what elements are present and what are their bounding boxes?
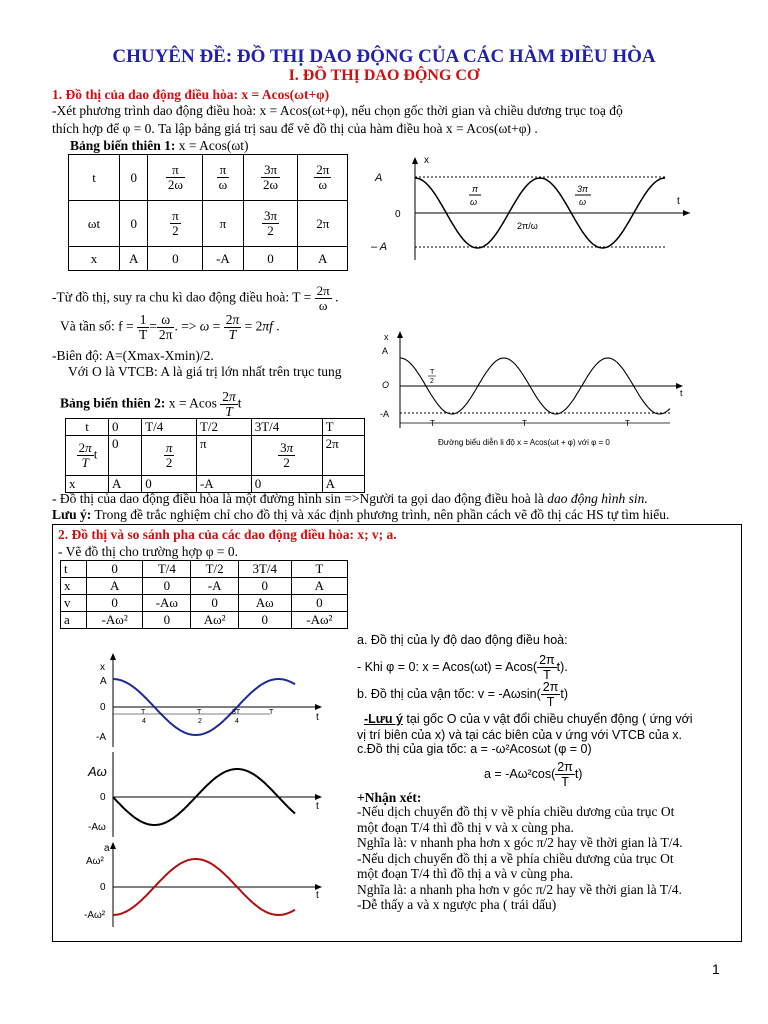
c-equation-2: a = -Aω²cos( $\frac{2\pi}{T}$ t)	[484, 760, 583, 789]
svg-text:3T: 3T	[232, 709, 241, 716]
remark-line: -Dễ thấy a và x ngược pha ( trái dấu)	[357, 897, 557, 912]
svg-text:A: A	[382, 346, 389, 356]
table-row	[61, 612, 348, 629]
table-cell: 3T/4	[238, 561, 291, 578]
svg-text:2π/ω: 2π/ω	[517, 221, 538, 231]
table-cell: 0	[238, 612, 291, 629]
svg-text:2: 2	[430, 378, 434, 385]
table-cell: 0	[191, 595, 238, 612]
svg-text:t: t	[316, 712, 319, 723]
table-cell: 0	[238, 578, 291, 595]
remark-line: một đoạn T/4 thì đồ thị v và x cùng pha.	[357, 819, 574, 835]
c-equation: c.Đồ thị của gia tốc: a = -ω²Acosωt (φ = 0)	[357, 742, 592, 756]
table-cell: -Aω²	[87, 612, 143, 629]
b-equation: b. Đồ thị của vận tốc: v = -Aωsin( $\frac{2\pi}{T}$ t)	[357, 680, 569, 709]
table-row	[61, 578, 348, 595]
svg-text:0: 0	[100, 702, 106, 713]
variation-table-1: t 0 $\frac{\pi}{2\omega}$ $\frac{\pi}{\omega}$ $\frac{3\pi}{2\omega}$ $\frac{2\pi}{\omega}$ ωt 0 $\frac{\pi}{2}$ π $\frac{3\pi}{2}$ 2π x A 0 -A 0 A	[68, 154, 348, 271]
table-cell: t	[61, 561, 87, 578]
svg-text:T: T	[269, 709, 274, 716]
svg-text:0: 0	[395, 209, 401, 220]
remarks-title: +Nhận xét:	[357, 790, 422, 805]
svg-text:-A: -A	[96, 732, 106, 743]
svg-text:-A: -A	[380, 409, 389, 419]
table-row	[61, 561, 348, 578]
case-text: - Vẽ đồ thị cho trường hợp φ = 0.	[58, 544, 238, 559]
remarks-list	[357, 804, 683, 913]
svg-text:0: 0	[100, 882, 106, 893]
svg-text:T: T	[141, 709, 146, 716]
svg-text:-Aω: -Aω	[88, 822, 106, 833]
graph-x-cos-omega	[365, 155, 700, 265]
svg-text:-Aω²: -Aω²	[84, 910, 106, 921]
table-cell: x	[61, 578, 87, 595]
table-cell: 0	[291, 595, 347, 612]
intro-line-1: -Xét phương trình dao động điều hoà: x = Acos(ωt+φ), nếu chọn gốc thời gian và chiều dương trục toạ độ	[52, 103, 623, 118]
graph2-caption: Đường biểu diễn li độ x = Acos(ωt + φ) với φ = 0	[438, 438, 610, 447]
svg-text:T: T	[430, 419, 435, 428]
remark-line: -Nếu dịch chuyển đồ thị v về phía chiều dương của trục Ot	[357, 804, 675, 819]
remark-line: Nghĩa là: v nhanh pha hơn x góc π/2 hay về thời gian là T/4.	[357, 835, 683, 850]
phase-table	[60, 560, 348, 629]
table-cell: 0	[87, 595, 143, 612]
sine-remark: - Đồ thị của dao động điều hòa là một đường hình sin =>Người ta gọi dao động điều hoà là dao động hình sin.	[52, 491, 648, 506]
svg-text:x: x	[384, 332, 389, 342]
note-v: -Lưu ý tại gốc O của v vật đổi chiều chuyển động ( ứng với	[364, 712, 693, 726]
section-title: I. ĐỒ THỊ DAO ĐỘNG CƠ	[288, 67, 480, 84]
svg-text:T: T	[197, 709, 202, 716]
amplitude-line-2: Với O là VTCB: A là giá trị lớn nhất trên trục tung	[68, 364, 342, 379]
svg-text:A: A	[375, 172, 383, 184]
table-cell: -Aω	[143, 595, 191, 612]
svg-text:x: x	[424, 155, 429, 166]
svg-text:– A: – A	[371, 241, 388, 253]
svg-text:T: T	[625, 419, 630, 428]
intro-line-2: thích hợp để φ = 0. Ta lập bảng giá trị sau để vẽ đồ thị của hàm điều hoà x = Acos(ωt+φ) .	[52, 121, 538, 136]
graph-x-period-T	[370, 328, 690, 453]
table-cell: -A	[191, 578, 238, 595]
svg-text:ω: ω	[579, 197, 587, 207]
table-cell: 0	[143, 612, 191, 629]
svg-text:π: π	[472, 184, 479, 194]
variation-table-2: t 0 T/4 T/2 3T/4 T $\frac{2\pi}{T}$ t 0 $\frac{\pi}{2}$ π $\frac{3\pi}{2}$ 2π x A 0 -A 0 A	[65, 418, 365, 493]
page-title: CHUYÊN ĐỀ: ĐỒ THỊ DAO ĐỘNG CỦA CÁC HÀM ĐIỀU HÒA	[112, 46, 656, 67]
amplitude-line-1: -Biên độ: A=(Xmax-Xmin)/2.	[52, 348, 214, 363]
svg-text:a: a	[104, 843, 110, 854]
svg-text:t: t	[680, 388, 683, 398]
svg-text:Aω²: Aω²	[86, 856, 104, 867]
svg-text:2: 2	[198, 718, 202, 725]
note-v-2: vị trí biên của x) và tại các biên của v ứng với VTCB của x.	[357, 728, 683, 742]
svg-text:t: t	[316, 890, 319, 901]
table2-caption: Bảng biến thiên 2: x = Acos $\frac{2\pi}{T}$ t	[60, 389, 242, 419]
frequency-text: Và tần số: f = $\frac{1}{T}$ = $\frac{\omega}{2\pi}$ . => ω = $\frac{2\pi}{T}$ = 2πf .	[60, 312, 280, 342]
graphs-x-v-a	[80, 652, 350, 932]
section1-heading: 1. Đồ thị của dao động điều hòa: x = Acos(ωt+φ)	[52, 87, 330, 102]
table-row	[61, 595, 348, 612]
note: Lưu ý: Trong đề trắc nghiệm chỉ cho đồ thị và xác định phương trình, nên phần cách vẽ đồ thị các HS tự tìm hiểu.	[52, 507, 670, 522]
remark-line: -Nếu dịch chuyển đồ thị a về phía chiều dương của trục Ot	[357, 850, 674, 866]
table-cell: Aω	[238, 595, 291, 612]
table-cell: Aω²	[191, 612, 238, 629]
table-cell: T/2	[191, 561, 238, 578]
a-equation: - Khi φ = 0: x = Acos(ωt) = Acos( $\frac{2\pi}{T}$ t).	[357, 653, 568, 682]
table-cell: 0	[87, 561, 143, 578]
remark-line: Nghĩa là: a nhanh pha hơn v góc π/2 hay về thời gian là T/4.	[357, 881, 682, 897]
table-cell: 0	[143, 578, 191, 595]
svg-text:0: 0	[100, 792, 106, 803]
remark-line: một đoạn T/4 thì đồ thị a và v cùng pha.	[357, 866, 574, 881]
svg-text:O: O	[382, 380, 390, 390]
svg-text:Aω: Aω	[88, 764, 107, 779]
svg-text:4: 4	[235, 718, 239, 725]
svg-text:T: T	[522, 419, 527, 428]
section2-heading: 2. Đồ thị và so sánh pha của các dao động điều hòa: x; v; a.	[58, 527, 397, 542]
period-text: -Từ đồ thị, suy ra chu kì dao động điều hoà: T = $\frac{2\pi}{\omega}$ .	[52, 283, 339, 313]
page-number: 1	[712, 961, 720, 977]
table-cell: a	[61, 612, 87, 629]
table-cell: v	[61, 595, 87, 612]
svg-text:4: 4	[142, 718, 146, 725]
table-cell: -Aω²	[291, 612, 347, 629]
svg-text:3π: 3π	[577, 184, 589, 194]
table-cell: T/4	[143, 561, 191, 578]
svg-text:x: x	[100, 662, 105, 673]
svg-text:t: t	[316, 801, 319, 812]
svg-text:T: T	[430, 369, 435, 376]
svg-text:ω: ω	[470, 197, 478, 207]
a-title: a. Đồ thị của ly độ dao động điều hoà:	[357, 633, 568, 647]
table1-caption: Bảng biến thiên 1: x = Acos(ωt)	[70, 138, 249, 153]
table-cell: A	[87, 578, 143, 595]
table-cell: A	[291, 578, 347, 595]
table-cell: T	[291, 561, 347, 578]
svg-text:A: A	[100, 676, 107, 687]
svg-text:t: t	[677, 196, 680, 207]
